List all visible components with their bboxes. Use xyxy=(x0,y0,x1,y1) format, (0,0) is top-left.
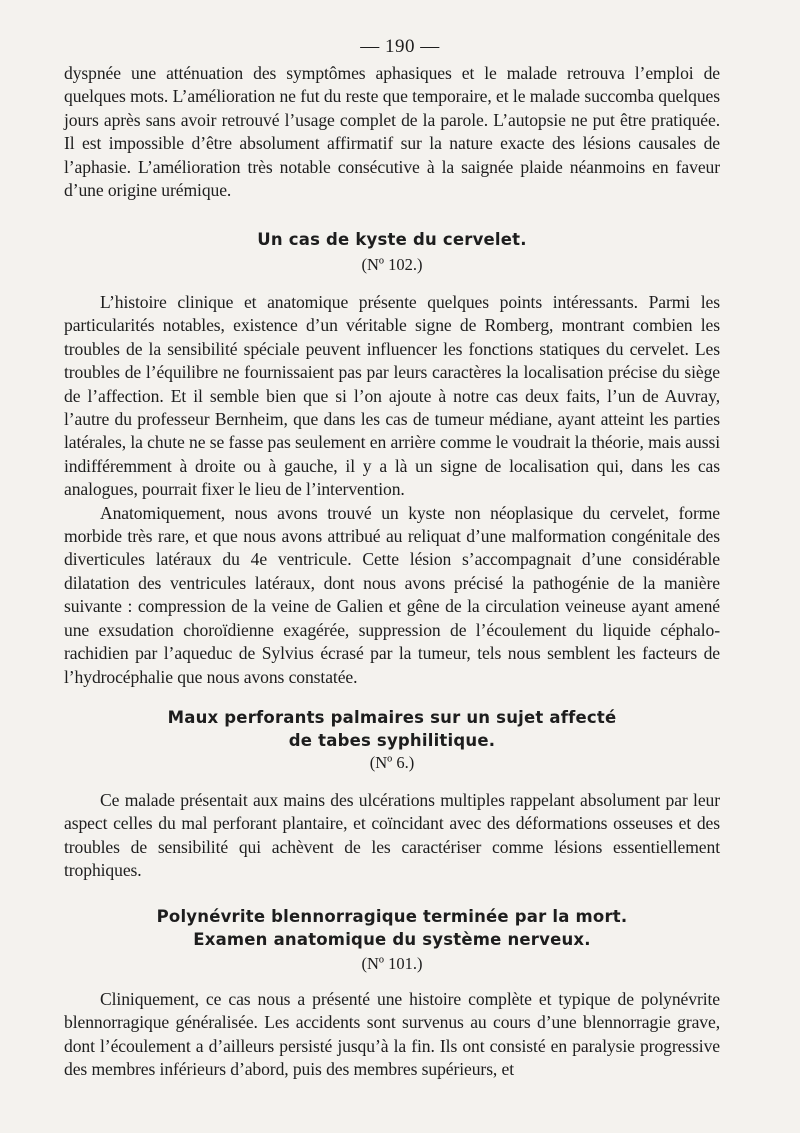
body-paragraph: Ce malade présentait aux mains des ulcérations multiples rappelant absolument par leur aspect celles du mal perforant plantaire, et coïncidant avec des déformations osseuses et des troubles de sensibilité qui achèvent de les caractériser comme lésions essentiellement trophiques. xyxy=(64,790,720,881)
section-title-line: Un cas de kyste du cervelet. xyxy=(257,230,527,249)
page-number: — 190 — xyxy=(360,36,440,57)
section-body-maux-perforants xyxy=(64,789,720,883)
section-title-polynevrite xyxy=(64,905,720,951)
section-body-polynevrite xyxy=(64,988,720,1082)
section-ref-6: (Nº 6.) xyxy=(369,753,415,772)
section-title-maux-perforants xyxy=(64,706,720,752)
section-title-line: Polynévrite blennorragique terminée par la mort. xyxy=(156,907,628,926)
section-title-line: Examen anatomique du système nerveux. xyxy=(193,930,591,949)
body-paragraph: Cliniquement, ce cas nous a présenté une histoire complète et typique de polynévrite blennorragique généralisée. Les accidents sont survenus au cours d’une blennorragie grave, dont l’écoulement a d’ailleurs persisté jusqu’à la fin. Ils ont consisté en paralysie progressive des membres inférieurs d’abord, puis des membres supérieurs, et xyxy=(64,989,720,1080)
section-title-line: Maux perforants palmaires sur un sujet affecté xyxy=(167,708,617,727)
intro-paragraph-block xyxy=(64,62,720,202)
section-title-line: de tabes syphilitique. xyxy=(288,731,496,750)
section-title-kyste-cervelet xyxy=(64,228,720,251)
section-ref-102: (Nº 102.) xyxy=(361,255,423,274)
body-paragraph: Anatomiquement, nous avons trouvé un kyste non néoplasique du cervelet, forme morbide très rare, et que nous avons attribué au reliquat d’une malformation congénitale des diverticules latéraux du 4e ventricule. Cette lésion s’accompagnait d’une considérable dilatation des ventricules latéraux, dont nous avons précisé la pathogénie de la manière suivante : compression de la veine de Galien et gêne de la circulation veineuse ayant amené une exsudation choroïdienne exagérée, suppression de l’écoulement du liquide céphalo-rachidien par l’aqueduc de Sylvius écrasé par la tumeur, tels nous semblent les facteurs de l’hydrocéphalie que nous avons constatée. xyxy=(64,502,720,687)
body-paragraph: L’histoire clinique et anatomique présente quelques points intéressants. Parmi les particularités notables, existence d’un véritable signe de Romberg, montrant combien les troubles de la sensibilité spéciale peuvent influencer les fonctions statiques du cervelet. Les troubles de l’équilibre ne fournissaient pas par leurs caractères la localisation précise du siège de l’affection. Et il semble bien que si l’on ajoute à notre cas deux faits, l’un de Auvray, l’autre du professeur Bernheim, que dans les cas de tumeur médiane, ayant atteint les parties latérales, la chute ne se fasse pas seulement en arrière comme le voudrait la théorie, mais aussi indifféremment à droite ou à gauche, il y a là un signe de localisation qui, dans les cas analogues, pourrait fixer le lieu de l’intervention. xyxy=(64,292,720,500)
section-ref-101: (Nº 101.) xyxy=(361,954,423,973)
section-body-kyste-cervelet xyxy=(64,291,720,689)
intro-paragraph: dyspnée une atténuation des symptômes aphasiques et le malade retrouva l’emploi de quelques mots. L’amélioration ne fut du reste que temporaire, et le malade succomba quelques jours après sans avoir retrouvé l’usage complet de la parole. L’autopsie ne put être pratiquée. Il est impossible d’être absolument affirmatif sur la nature exacte des lésions causales de l’aphasie. L’amélioration très notable consécutive à la saignée plaide néanmoins en faveur d’une origine urémique. xyxy=(64,63,720,201)
